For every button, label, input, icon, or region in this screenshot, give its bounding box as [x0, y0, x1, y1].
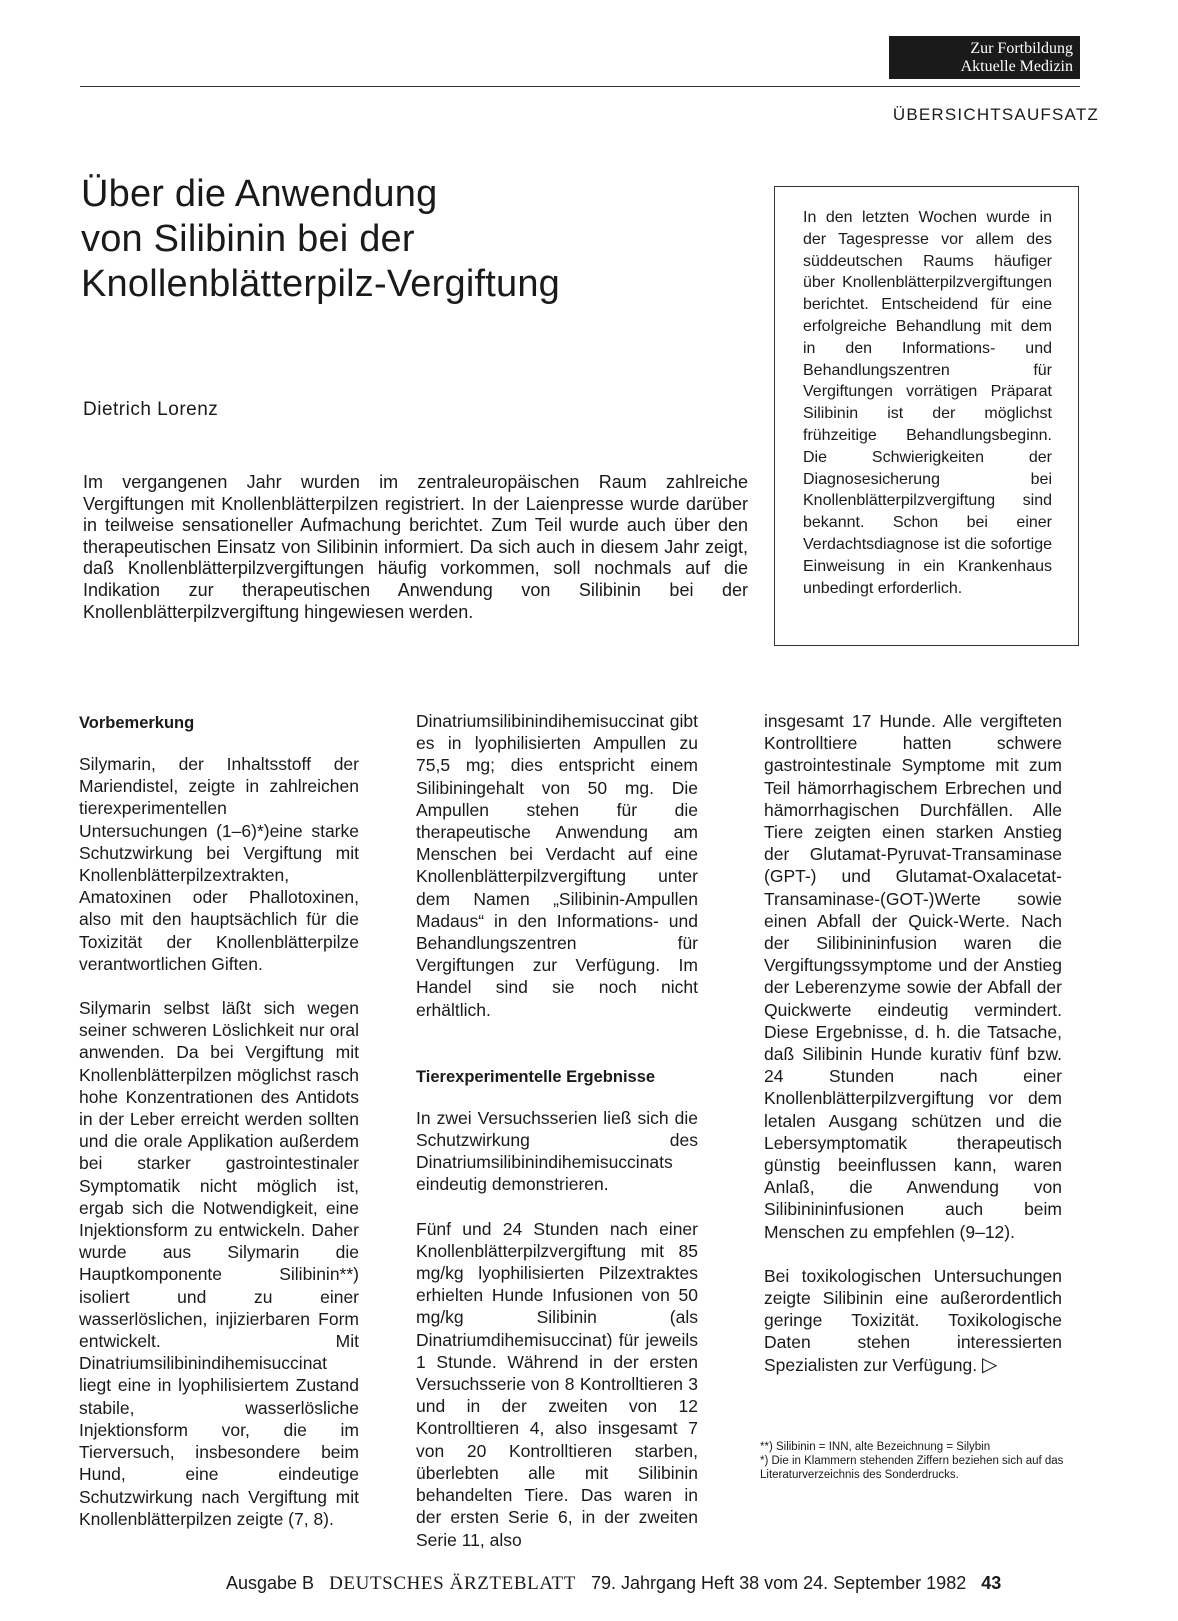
paragraph: In zwei Versuchsserien ließ sich die Schutzwirkung des Dinatriumsilibinindihemisuccinats eindeutig demonstrieren.: [416, 1107, 698, 1195]
footer-journal: DEUTSCHES ÄRZTEBLATT: [329, 1573, 576, 1594]
footnotes: [760, 1440, 1080, 1482]
heading-tierexperimentelle-ergebnisse: Tierexperimentelle Ergebnisse: [416, 1067, 656, 1086]
paragraph: [764, 1265, 1062, 1376]
page-number: 43: [981, 1573, 1002, 1593]
title-line-3: Knollenblätterpilz-Vergiftung: [81, 263, 560, 305]
section-label: ÜBERSICHTSAUFSATZ: [892, 105, 1099, 124]
continue-arrow-icon: ▷: [981, 1353, 998, 1376]
column-2: [416, 710, 698, 1551]
info-box-text: In den letzten Wochen wurde in der Tagespresse vor allem des süddeutschen Raums häufiger über Knollenblätterpilzvergiftungen berichtet. Entscheidend für eine erfolgreiche Behandlung mit dem in den Informations- und Behandlungszentren für Vergiftungen vorrätigen Präparat Silibinin ist der möglichst frühzeitige Behandlungsbeginn. Die Schwierigkeiten der Diagnosesicherung bei Knollenblätterpilzvergiftung sind bekannt. Schon bei einer Verdachtsdiagnose ist die sofortige Einweisung in ein Krankenhaus unbedingt erforderlich.: [803, 209, 1052, 597]
paragraph: insgesamt 17 Hunde. Alle vergifteten Kontrolltiere hatten schwere gastrointestinale Symptome mit zum Teil hämorrhagischem Erbrechen und hämorrhagischen Durchfällen. Alle Tiere zeigten einen starken Anstieg der Glutamat-Pyruvat-Transaminase (GPT-) und Glutamat-Oxalacetat-Transaminase-(GOT-)Werte sowie einen Abfall der Quick-Werte. Nach der Silibinininfusion waren die Vergiftungssymptome und der Anstieg der Leberenzyme sowie der Abfall der Quickwerte eindeutig vermindert. Diese Ergebnisse, d. h. die Tatsache, daß Silibinin Hunde kurativ fünf bzw. 24 Stunden nach einer Knollenblätterpilzvergiftung vor dem letalen Ausgang schützen und die Lebersymptomatik therapeutisch günstig beeinflussen kann, waren Anlaß, die Anwendung von Silibinininfusionen auch beim Menschen zu empfehlen (9–12).: [764, 711, 1062, 1242]
footer-issue: 79. Jahrgang Heft 38 vom 24. September 1982: [590, 1573, 967, 1593]
paragraph: Dinatriumsilibinindihemisuccinat gibt es in lyophilisierten Ampullen zu 75,5 mg; dies entspricht einem Silibiningehalt von 50 mg. Die Ampullen stehen für die therapeutische Anwendung am Menschen bei Verdacht auf eine Knollenblätterpilzvergiftung unter dem Namen „Silibinin-Ampullen Madaus“ in den Informations- und Behandlungszentren für Vergiftungen zur Verfügung. Im Handel sind sie noch nicht erhältlich.: [416, 711, 698, 1020]
badge-line-2: Aktuelle Medizin: [960, 58, 1073, 75]
paragraph: Fünf und 24 Stunden nach einer Knollenblätterpilzvergiftung mit 85 mg/kg lyophilisierten Pilzextraktes erhielten Hunde Infusionen von 50 mg/kg Silibinin (als Dinatriumdihemisuccinat) für jeweils 1 Stunde. Während in der ersten Versuchsserie von 8 Kontrolltieren 3 und in der zweiten von 12 Kontrolltieren 4, also insgesamt 7 von 20 Kontrolltieren starben, überlebten alle mit Silibinin behandelten Tiere. Das waren in der ersten Serie 6, in der zweiten Serie 11, also: [416, 1218, 698, 1550]
info-box: [774, 186, 1079, 646]
title-line-2: von Silibinin bei der: [81, 218, 415, 260]
paragraph-text: Bei toxikologischen Untersuchungen zeigte Silibinin eine außerordentlich geringe Toxizität. Toxikologische Daten stehen interessierten Spezialisten zur Verfügung.: [764, 1265, 1062, 1375]
author: Dietrich Lorenz: [83, 399, 219, 420]
paragraph: Silymarin selbst läßt sich wegen seiner schweren Löslichkeit nur oral anwenden. Da bei Vergiftung mit Knollenblätterpilzen möglichst rasch hohe Konzentrationen des Antidots in der Leber erreicht werden sollten und die orale Applikation außerdem bei starker gastrointestinaler Symptomatik nicht möglich ist, ergab sich die Notwendigkeit, eine Injektionsform zu entwickeln. Daher wurde aus Silymarin die Hauptkomponente Silibinin**) isoliert und zu einer wasserlöslichen, injizierbaren Form entwickelt. Mit Dinatriumsilibinindihemisuccinat liegt eine in lyophilisiertem Zustand stabile, wasserlösliche Injektionsform vor, die im Tierversuch, insbesondere beim Hund, eine eindeutige Schutzwirkung nach Vergiftung mit Knollenblätterpilzen zeigte (7, 8).: [79, 998, 359, 1529]
heading-vorbemerkung: Vorbemerkung: [79, 714, 195, 732]
article-title: [81, 172, 721, 307]
page-footer: [226, 1573, 1086, 1595]
paragraph: Silymarin, der Inhaltsstoff der Mariendistel, zeigte in zahlreichen tierexperimentellen Untersuchungen (1–6)*)eine starke Schutzwirkung bei Vergiftung mit Knollenblätterpilzextrakten, Amatoxinen oder Phallotoxinen, also mit den hauptsächlich für die Toxizität der Knollenblätterpilze verantwortlichen Giften.: [79, 754, 359, 974]
header-badge: [889, 36, 1080, 79]
footer-edition: Ausgabe B: [226, 1573, 315, 1593]
footnote: *) Die in Klammern stehenden Ziffern beziehen sich auf das Literaturverzeichnis des Sonderdrucks.: [760, 1455, 1064, 1481]
footnote: **) Silibinin = INN, alte Bezeichnung = Silybin: [760, 1441, 991, 1453]
badge-line-1: Zur Fortbildung: [970, 40, 1073, 57]
column-1: [79, 712, 359, 1530]
title-line-1: Über die Anwendung: [81, 173, 438, 215]
header-rule: [80, 86, 1080, 87]
column-3: [764, 710, 1062, 1376]
abstract: Im vergangenen Jahr wurden im zentraleuropäischen Raum zahlreiche Vergiftungen mit Knollenblätterpilzen registriert. In der Laienpresse wurde darüber in teilweise sensationeller Aufmachung berichtet. Zum Teil wurde auch über den therapeutischen Einsatz von Silibinin informiert. Da sich auch in diesem Jahr zeigt, daß Knollenblätterpilzvergiftungen häufig vorkommen, soll nochmals auf die Indikation zur therapeutischen Anwendung von Silibinin bei der Knollenblätterpilzvergiftung hingewiesen werden.: [83, 472, 748, 622]
